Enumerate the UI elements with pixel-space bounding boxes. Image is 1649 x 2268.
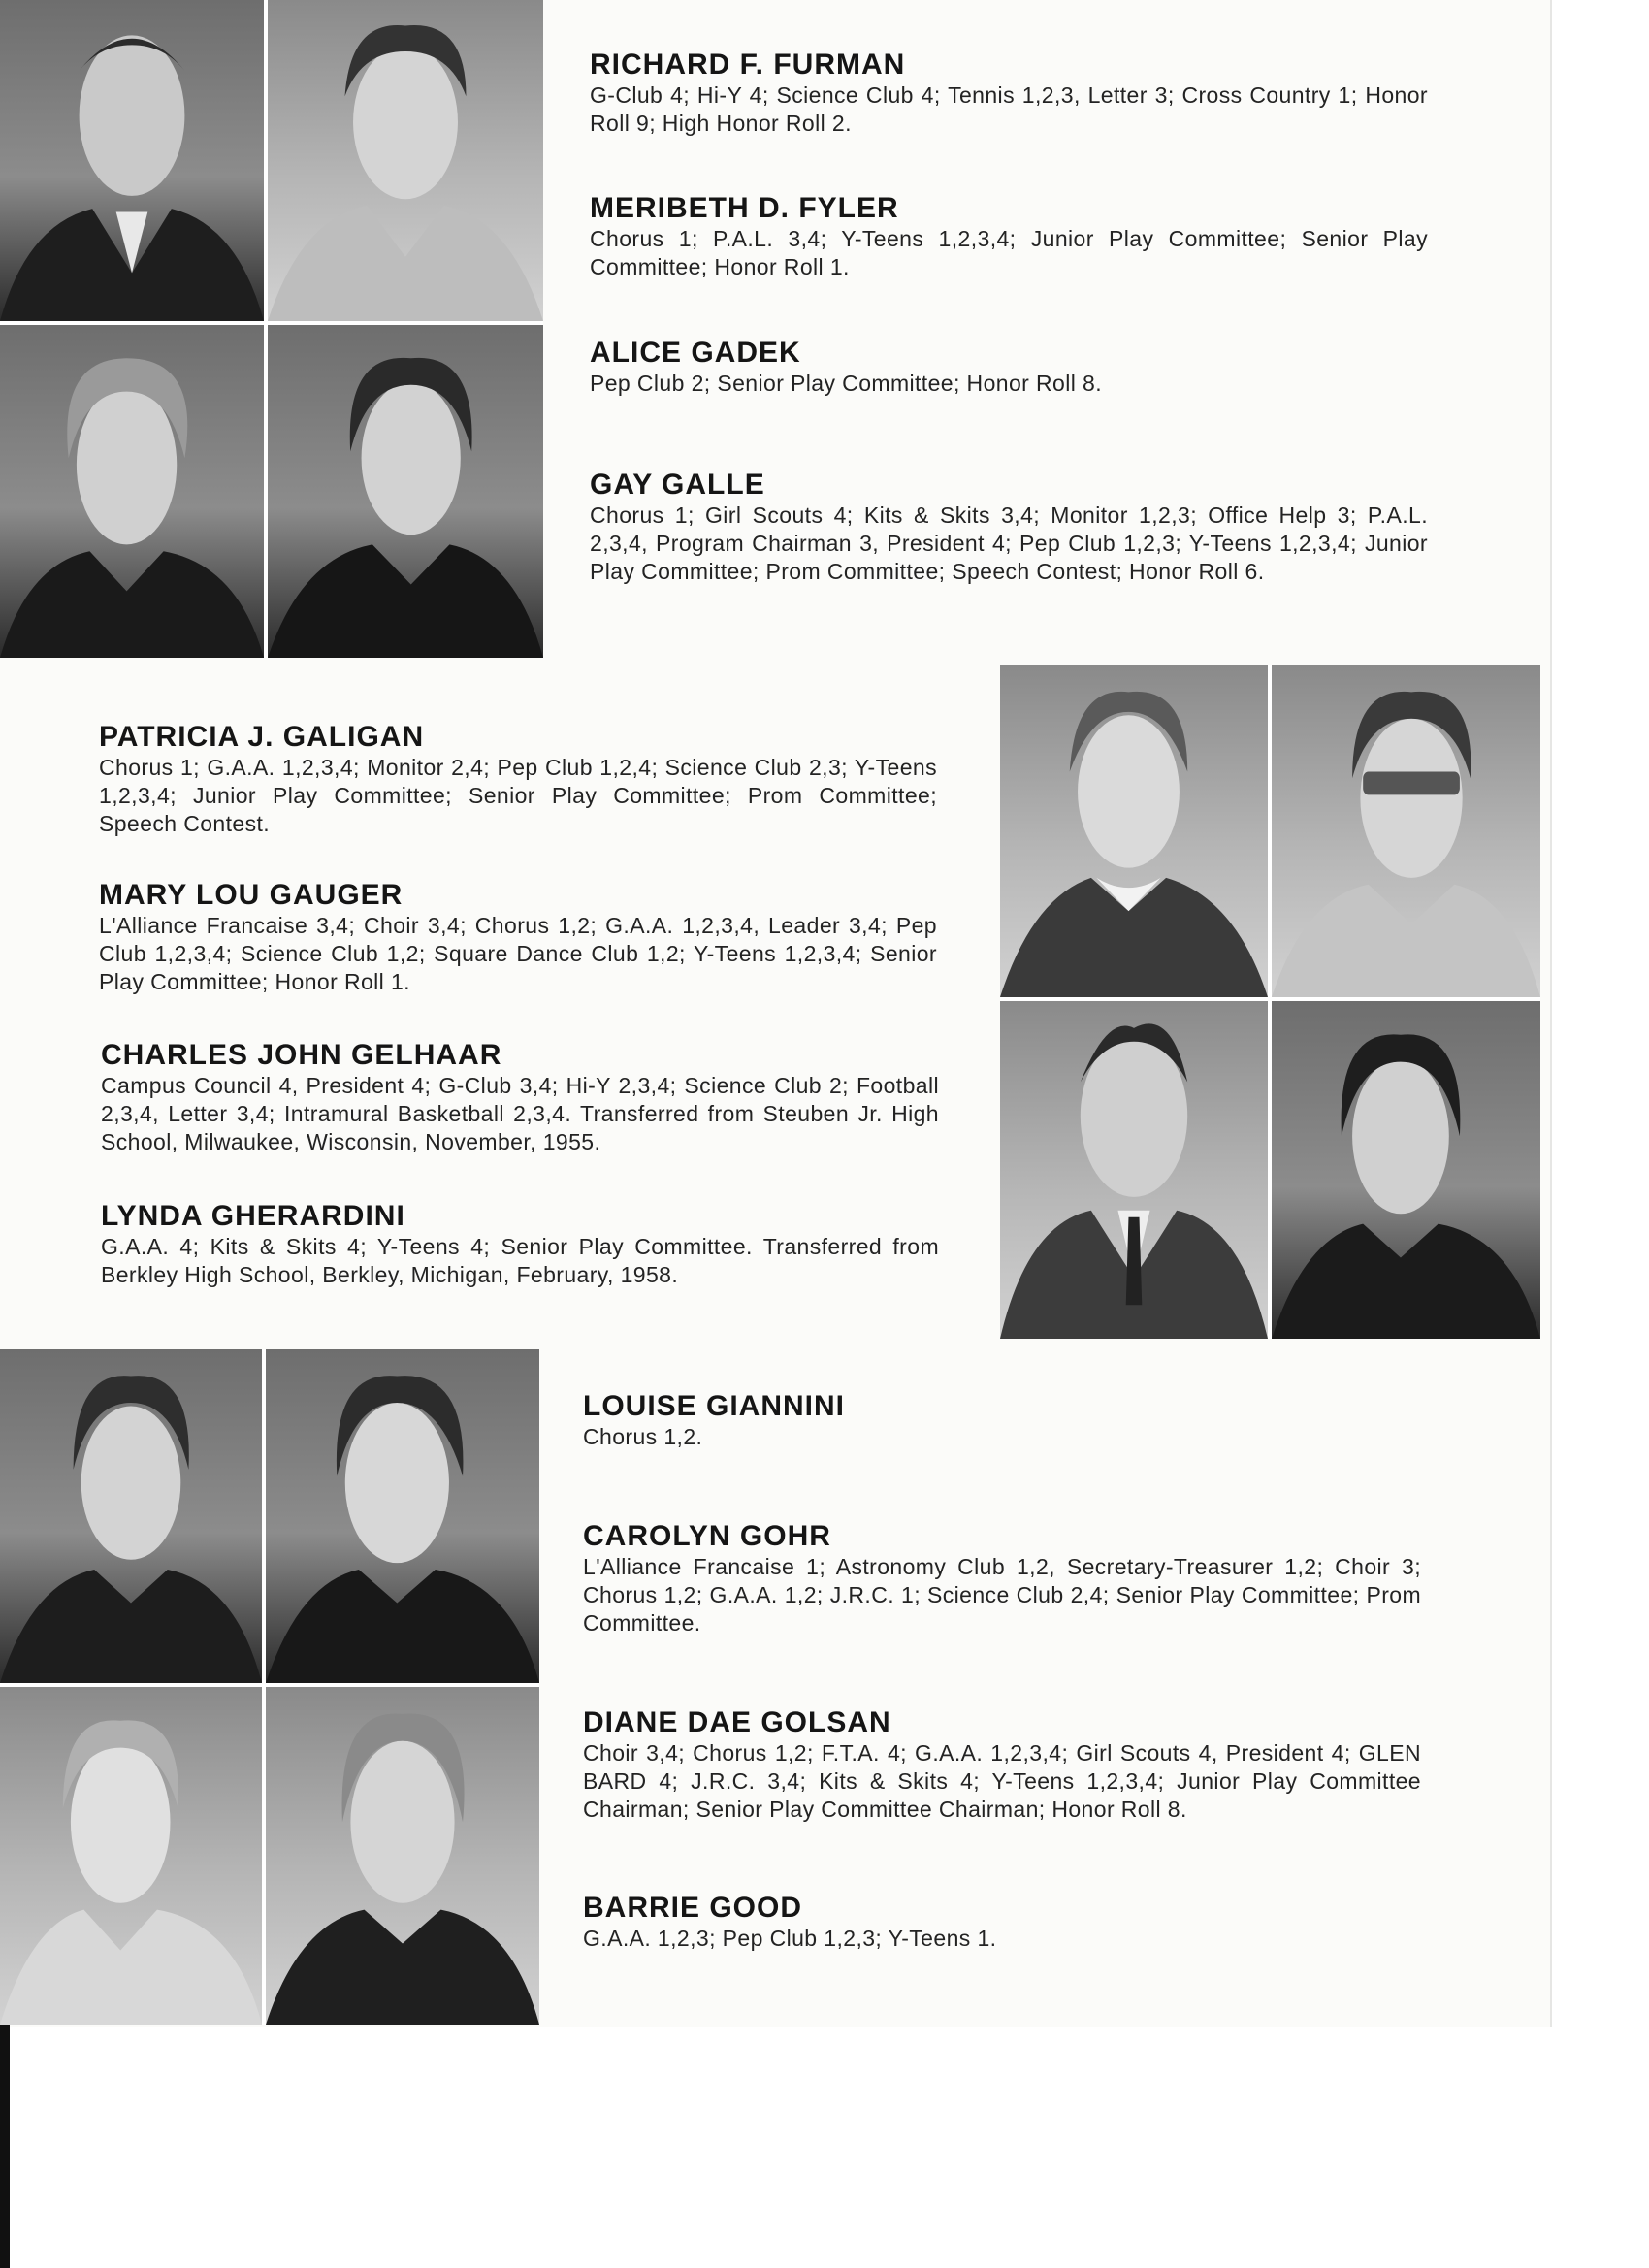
student-activities: Chorus 1,2. [583,1424,703,1449]
student-name: PATRICIA J. GALIGAN [99,721,425,753]
student-name: BARRIE GOOD [583,1892,803,1924]
student-entry [583,1390,1421,1451]
portrait-carolyn-gohr [266,1349,539,1683]
student-entry [583,1520,1421,1637]
student-activities: G.A.A. 4; Kits & Skits 4; Y-Teens 4; Senior Play Committee. Transferred from Berkley High School, Berkley, Michigan, February, 1958. [101,1234,939,1287]
student-entry [583,1706,1421,1824]
student-name: LYNDA GHERARDINI [101,1200,405,1232]
student-name: DIANE DAE GOLSAN [583,1706,891,1738]
student-activities: Campus Council 4, President 4; G-Club 3,4; Hi-Y 2,3,4; Science Club 2; Football 2,3,4, Letter 3,4; Intramural Basketball 2,3,4. Transferred from Steuben Jr. High School, Milwaukee, Wisconsin, November, 1955. [101,1073,939,1154]
student-activities: G.A.A. 1,2,3; Pep Club 1,2,3; Y-Teens 1. [583,1926,997,1951]
student-entry [590,337,1428,398]
student-name: MERIBETH D. FYLER [590,192,899,224]
binding-spine [0,2025,10,2268]
portrait-grid-2 [1000,665,1540,1339]
portrait-mary-lou-gauger [1272,665,1540,997]
student-name: MARY LOU GAUGER [99,879,404,911]
page-edge [1550,0,1552,2027]
portrait-alice-gadek [0,325,264,658]
student-activities: Chorus 1; G.A.A. 1,2,3,4; Monitor 2,4; Pep Club 1,2,4; Science Club 2,3; Y-Teens 1,2,3,4; Junior Play Committee; Senior Play Committee; Prom Committee; Speech Contest. [99,755,937,836]
portrait-grid-3 [0,1349,539,2025]
student-activities: Pep Club 2; Senior Play Committee; Honor Roll 8. [590,371,1102,396]
portrait-gay-galle [268,325,543,658]
student-entry [101,1200,939,1289]
student-activities: L'Alliance Francaise 3,4; Choir 3,4; Chorus 1,2; G.A.A. 1,2,3,4, Leader 3,4; Pep Club 1,2,3,4; Science Club 1,2; Square Dance Club 1,2; Y-Teens 1,2,3,4; Senior Play Committee; Honor Roll 1. [99,913,937,994]
student-entry [583,1892,1421,1953]
student-name: LOUISE GIANNINI [583,1390,846,1422]
student-name: RICHARD F. FURMAN [590,49,906,81]
student-entry [590,469,1428,586]
portrait-richard-furman [0,0,264,321]
student-name: ALICE GADEK [590,337,801,369]
student-activities: Chorus 1; Girl Scouts 4; Kits & Skits 3,4; Monitor 1,2,3; Office Help 3; P.A.L. 2,3,4, Program Chairman 3, President 4; Pep Club 1,2,3; Y-Teens 1,2,3,4; Junior Play Committee; Prom Committee; Speech Contest; Honor Roll 6. [590,502,1428,584]
student-activities: L'Alliance Francaise 1; Astronomy Club 1,2, Secretary-Treasurer 1,2; Choir 3; Chorus 1,2; G.A.A. 1,2; J.R.C. 1; Science Club 2,4; Senior Play Committee; Prom Committee. [583,1554,1421,1636]
student-entry [99,721,937,838]
portrait-meribeth-fyler [268,0,543,321]
student-entry [590,192,1428,281]
student-activities: Choir 3,4; Chorus 1,2; F.T.A. 4; G.A.A. 1,2,3,4; Girl Scouts 4, President 4; GLEN BARD 4; J.R.C. 3,4; Kits & Skits 4; Y-Teens 1,2,3,4; Junior Play Committee Chairman; Senior Play Committee Chairman; Honor Roll 8. [583,1740,1421,1822]
student-name: CAROLYN GOHR [583,1520,831,1552]
portrait-diane-dae-golsan [0,1687,262,2025]
portrait-charles-gelhaar [1000,1001,1268,1339]
portrait-grid-1 [0,0,543,658]
student-entry [590,49,1428,138]
portrait-lynda-gherardini [1272,1001,1540,1339]
student-activities: G-Club 4; Hi-Y 4; Science Club 4; Tennis 1,2,3, Letter 3; Cross Country 1; Honor Roll 9; High Honor Roll 2. [590,82,1428,136]
portrait-barrie-good [266,1687,539,2025]
student-name: GAY GALLE [590,469,765,501]
student-name: CHARLES JOHN GELHAAR [101,1039,502,1071]
student-entry [99,879,937,996]
portrait-louise-giannini [0,1349,262,1683]
student-activities: Chorus 1; P.A.L. 3,4; Y-Teens 1,2,3,4; Junior Play Committee; Senior Play Committee; Honor Roll 1. [590,226,1428,279]
student-entry [101,1039,939,1156]
portrait-patricia-galigan [1000,665,1268,997]
